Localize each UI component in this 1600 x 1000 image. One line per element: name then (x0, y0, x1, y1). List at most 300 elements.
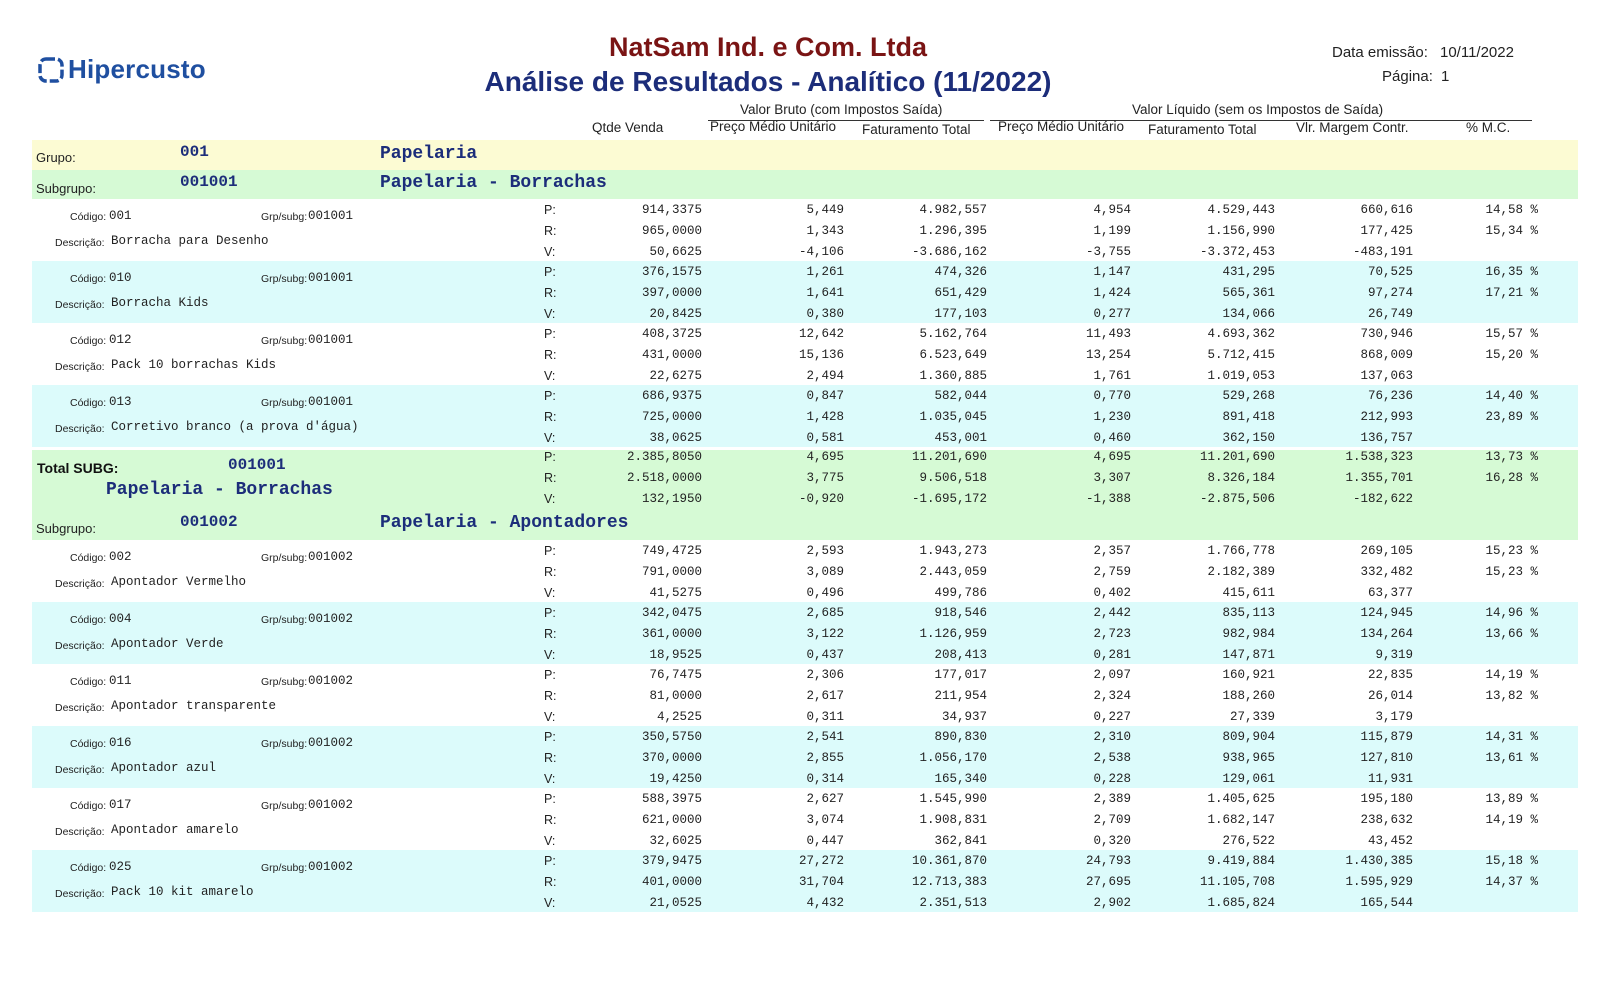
value-cell: 2,357 (1093, 544, 1131, 558)
code-label: Código: (70, 552, 107, 564)
emission-label: Data emissão: (1332, 44, 1428, 61)
value-cell: 97,274 (1367, 286, 1413, 300)
group-row (32, 140, 1578, 170)
row-label-v: V: (544, 648, 556, 662)
value-cell: 1,199 (1093, 224, 1131, 238)
subgroup-label: Subgrupo: (36, 521, 96, 536)
subgroup-row (32, 170, 1578, 199)
value-cell: 791,0000 (641, 565, 702, 579)
value-cell: 2,723 (1093, 627, 1131, 641)
row-label-p: P: (544, 730, 556, 744)
subgroup-name: Papelaria - Apontadores (380, 513, 629, 533)
product-description: Pack 10 kit amarelo (111, 885, 254, 899)
value-cell: 1.360,885 (919, 369, 987, 383)
value-cell: 499,786 (934, 586, 987, 600)
value-cell: 4,2525 (656, 710, 702, 724)
value-cell: 3,307 (1093, 471, 1131, 485)
code-label: Código: (70, 614, 107, 626)
value-cell: 15,136 (798, 348, 844, 362)
value-cell: 26,749 (1367, 307, 1413, 321)
value-cell: 1,343 (806, 224, 844, 238)
page-number: 1 (1441, 68, 1450, 85)
value-cell: 408,3725 (641, 327, 702, 341)
value-cell: 651,429 (934, 286, 987, 300)
value-cell: 4,695 (806, 450, 844, 464)
value-cell: 1,147 (1093, 265, 1131, 279)
value-cell: 16,35 % (1485, 265, 1538, 279)
value-cell: 0,277 (1093, 307, 1131, 321)
value-cell: 2,709 (1093, 813, 1131, 827)
product-grpsubg: 001002 (308, 798, 354, 812)
value-cell: 34,937 (941, 710, 987, 724)
group-code: 001 (180, 143, 209, 161)
code-label: Código: (70, 335, 107, 347)
value-cell: 76,7475 (649, 668, 702, 682)
value-cell: 2,541 (806, 730, 844, 744)
company-name: NatSam Ind. e Com. Ltda (608, 32, 928, 62)
value-cell: 2,442 (1093, 606, 1131, 620)
product-grpsubg: 001001 (308, 395, 354, 409)
value-cell: 332,482 (1360, 565, 1413, 579)
value-cell: 1,761 (1093, 369, 1131, 383)
value-cell: 3,074 (806, 813, 844, 827)
value-cell: 165,340 (934, 772, 987, 786)
value-cell: 1.035,045 (919, 410, 987, 424)
product-grpsubg: 001001 (308, 271, 354, 285)
product-code: 004 (109, 612, 132, 626)
value-cell: 177,017 (934, 668, 987, 682)
value-cell: 76,236 (1367, 389, 1413, 403)
value-cell: 27,339 (1229, 710, 1275, 724)
value-cell: 5,449 (806, 203, 844, 217)
value-cell: 1.355,701 (1345, 471, 1413, 485)
description-label: Descrição: (55, 237, 105, 249)
description-label: Descrição: (55, 764, 105, 776)
value-cell: 11.201,690 (1199, 450, 1275, 464)
value-cell: 19,4250 (649, 772, 702, 786)
value-cell: 431,0000 (641, 348, 702, 362)
value-cell: 23,89 % (1485, 410, 1538, 424)
value-cell: 431,295 (1222, 265, 1275, 279)
grpsubg-label: Grp/subg: (261, 273, 308, 285)
product-description: Apontador transparente (111, 699, 277, 713)
value-cell: 21,0525 (649, 896, 702, 910)
value-cell: 2,097 (1093, 668, 1131, 682)
value-cell: 14,31 % (1485, 730, 1538, 744)
value-cell: 43,452 (1367, 834, 1413, 848)
product-code: 010 (109, 271, 132, 285)
total-subg-label: Total SUBG: (37, 460, 119, 476)
value-cell: 14,96 % (1485, 606, 1538, 620)
group-name: Papelaria (380, 144, 478, 164)
value-cell: 27,695 (1085, 875, 1131, 889)
grpsubg-label: Grp/subg: (261, 397, 308, 409)
header-qtde-venda: Qtde Venda (592, 120, 664, 135)
value-cell: 4.982,557 (919, 203, 987, 217)
value-cell: 868,009 (1360, 348, 1413, 362)
value-cell: 13,82 % (1485, 689, 1538, 703)
row-label-v: V: (544, 307, 556, 321)
description-label: Descrição: (55, 361, 105, 373)
value-cell: 13,61 % (1485, 751, 1538, 765)
value-cell: 1,261 (806, 265, 844, 279)
value-cell: 1.296,395 (919, 224, 987, 238)
value-cell: 13,89 % (1485, 792, 1538, 806)
subgroup-code: 001002 (180, 513, 238, 531)
value-cell: 686,9375 (641, 389, 702, 403)
value-cell: 38,0625 (649, 431, 702, 445)
value-cell: 725,0000 (641, 410, 702, 424)
value-cell: 965,0000 (641, 224, 702, 238)
value-cell: 15,23 % (1485, 544, 1538, 558)
value-cell: 2,855 (806, 751, 844, 765)
value-cell: -1,388 (1085, 492, 1131, 506)
value-cell: 22,6275 (649, 369, 702, 383)
value-cell: 1.126,959 (919, 627, 987, 641)
row-label-r: R: (544, 565, 557, 579)
value-cell: 129,061 (1222, 772, 1275, 786)
row-label-v: V: (544, 772, 556, 786)
product-code: 017 (109, 798, 132, 812)
value-cell: 890,830 (934, 730, 987, 744)
value-cell: 11,931 (1367, 772, 1413, 786)
value-cell: 212,993 (1360, 410, 1413, 424)
code-label: Código: (70, 273, 107, 285)
value-cell: 3,179 (1375, 710, 1413, 724)
value-cell: 8.326,184 (1207, 471, 1275, 485)
value-cell: 12,642 (798, 327, 844, 341)
value-cell: -3.372,453 (1199, 245, 1275, 259)
row-label-r: R: (544, 286, 557, 300)
value-cell: 18,9525 (649, 648, 702, 662)
logo-text: Hipercusto (68, 54, 206, 84)
value-cell: 914,3375 (641, 203, 702, 217)
page-label: Página: (1382, 68, 1433, 85)
row-label-p: P: (544, 544, 556, 558)
value-cell: 660,616 (1360, 203, 1413, 217)
value-cell: 13,254 (1085, 348, 1131, 362)
value-cell: 4.693,362 (1207, 327, 1275, 341)
value-cell: 9.506,518 (919, 471, 987, 485)
value-cell: 10.361,870 (911, 854, 987, 868)
row-label-r: R: (544, 224, 557, 238)
value-cell: 4,954 (1093, 203, 1131, 217)
value-cell: -2.875,506 (1199, 492, 1275, 506)
value-cell: 17,21 % (1485, 286, 1538, 300)
description-label: Descrição: (55, 826, 105, 838)
value-cell: 361,0000 (641, 627, 702, 641)
value-cell: 2.518,0000 (626, 471, 702, 485)
product-grpsubg: 001002 (308, 612, 354, 626)
value-cell: 15,18 % (1485, 854, 1538, 868)
product-description: Borracha para Desenho (111, 234, 269, 248)
value-cell: 0,320 (1093, 834, 1131, 848)
product-code: 013 (109, 395, 132, 409)
description-label: Descrição: (55, 299, 105, 311)
report-title: Análise de Resultados - Analítico (11/2022) (484, 66, 1052, 97)
value-cell: 26,014 (1367, 689, 1413, 703)
value-cell: 1.405,625 (1207, 792, 1275, 806)
value-cell: 208,413 (934, 648, 987, 662)
row-label-v: V: (544, 492, 556, 506)
value-cell: 730,946 (1360, 327, 1413, 341)
value-cell: 134,066 (1222, 307, 1275, 321)
total-subg-code: 001001 (228, 456, 286, 474)
value-cell: 70,525 (1367, 265, 1413, 279)
code-label: Código: (70, 397, 107, 409)
row-label-v: V: (544, 710, 556, 724)
value-cell: 2.443,059 (919, 565, 987, 579)
header-fat-bruto: Faturamento Total (862, 122, 971, 137)
value-cell: 415,611 (1222, 586, 1275, 600)
subgroup-label: Subgrupo: (36, 181, 96, 196)
value-cell: 1.685,824 (1207, 896, 1275, 910)
value-cell: 982,984 (1222, 627, 1275, 641)
row-label-r: R: (544, 689, 557, 703)
product-grpsubg: 001001 (308, 209, 354, 223)
value-cell: -3.686,162 (911, 245, 987, 259)
value-cell: 474,326 (934, 265, 987, 279)
row-label-p: P: (544, 389, 556, 403)
row-label-r: R: (544, 627, 557, 641)
row-label-r: R: (544, 471, 557, 485)
value-cell: 2,617 (806, 689, 844, 703)
value-cell: 5.162,764 (919, 327, 987, 341)
value-cell: 362,841 (934, 834, 987, 848)
value-cell: 24,793 (1085, 854, 1131, 868)
header-pmu-bruto: Preço Médio Unitário (710, 119, 837, 134)
value-cell: 177,425 (1360, 224, 1413, 238)
grpsubg-label: Grp/subg: (261, 800, 308, 812)
row-label-r: R: (544, 348, 557, 362)
row-label-r: R: (544, 813, 557, 827)
row-label-v: V: (544, 431, 556, 445)
product-row (32, 726, 1578, 788)
row-label-v: V: (544, 896, 556, 910)
value-cell: -4,106 (798, 245, 844, 259)
header-pmu-liquido: Preço Médio Unitário (998, 119, 1125, 134)
row-label-v: V: (544, 834, 556, 848)
value-cell: 0,380 (806, 307, 844, 321)
product-code: 002 (109, 550, 132, 564)
code-label: Código: (70, 211, 107, 223)
product-code: 016 (109, 736, 132, 750)
value-cell: -1.695,172 (911, 492, 987, 506)
value-cell: -483,191 (1352, 245, 1413, 259)
value-cell: 2.351,513 (919, 896, 987, 910)
product-row (32, 850, 1578, 912)
product-grpsubg: 001002 (308, 860, 354, 874)
value-cell: 81,0000 (649, 689, 702, 703)
value-cell: 0,447 (806, 834, 844, 848)
product-row (32, 664, 1578, 726)
header-mc: % M.C. (1466, 120, 1511, 135)
value-cell: 1.595,929 (1345, 875, 1413, 889)
value-cell: 165,544 (1360, 896, 1413, 910)
product-row (32, 602, 1578, 664)
row-label-p: P: (544, 450, 556, 464)
value-cell: 0,581 (806, 431, 844, 445)
value-cell: 2,627 (806, 792, 844, 806)
value-cell: 27,272 (798, 854, 844, 868)
value-cell: 2,324 (1093, 689, 1131, 703)
value-cell: 0,496 (806, 586, 844, 600)
value-cell: 582,044 (934, 389, 987, 403)
value-cell: 376,1575 (641, 265, 702, 279)
description-label: Descrição: (55, 702, 105, 714)
value-cell: 20,8425 (649, 307, 702, 321)
row-label-v: V: (544, 586, 556, 600)
product-row (32, 385, 1578, 447)
value-cell: 115,879 (1360, 730, 1413, 744)
value-cell: 0,402 (1093, 586, 1131, 600)
row-label-r: R: (544, 410, 557, 424)
value-cell: 14,37 % (1485, 875, 1538, 889)
grpsubg-label: Grp/subg: (261, 676, 308, 688)
value-cell: -3,755 (1085, 245, 1131, 259)
value-cell: 14,40 % (1485, 389, 1538, 403)
value-cell: 453,001 (934, 431, 987, 445)
header-valor-liquido: Valor Líquido (sem os Impostos de Saída) (1132, 102, 1384, 117)
value-cell: 749,4725 (641, 544, 702, 558)
value-cell: 0,847 (806, 389, 844, 403)
value-cell: 9,319 (1375, 648, 1413, 662)
value-cell: 3,775 (806, 471, 844, 485)
emission-date: 10/11/2022 (1440, 44, 1514, 61)
value-cell: 15,57 % (1485, 327, 1538, 341)
value-cell: 401,0000 (641, 875, 702, 889)
value-cell: 188,260 (1222, 689, 1275, 703)
value-cell: 370,0000 (641, 751, 702, 765)
value-cell: 132,1950 (641, 492, 702, 506)
product-description: Apontador amarelo (111, 823, 239, 837)
value-cell: 938,965 (1222, 751, 1275, 765)
value-cell: 809,904 (1222, 730, 1275, 744)
code-label: Código: (70, 738, 107, 750)
value-cell: 350,5750 (641, 730, 702, 744)
value-cell: 15,34 % (1485, 224, 1538, 238)
product-grpsubg: 001002 (308, 550, 354, 564)
header-margem: Vlr. Margem Contr. (1296, 120, 1409, 135)
value-cell: 891,418 (1222, 410, 1275, 424)
row-label-v: V: (544, 245, 556, 259)
value-cell: 2,538 (1093, 751, 1131, 765)
description-label: Descrição: (55, 640, 105, 652)
value-cell: 32,6025 (649, 834, 702, 848)
subgroup-code: 001001 (180, 173, 238, 191)
product-row (32, 199, 1578, 261)
value-cell: 31,704 (798, 875, 844, 889)
value-cell: 147,871 (1222, 648, 1275, 662)
subgroup-total-block (32, 450, 1578, 510)
row-label-r: R: (544, 751, 557, 765)
product-description: Borracha Kids (111, 296, 209, 310)
product-description: Pack 10 borrachas Kids (111, 358, 277, 372)
value-cell: 397,0000 (641, 286, 702, 300)
value-cell: 0,437 (806, 648, 844, 662)
product-row (32, 323, 1578, 385)
value-cell: 127,810 (1360, 751, 1413, 765)
group-label: Grupo: (36, 150, 76, 165)
value-cell: 63,377 (1367, 586, 1413, 600)
value-cell: 2.385,8050 (626, 450, 702, 464)
value-cell: 2,759 (1093, 565, 1131, 579)
grpsubg-label: Grp/subg: (261, 211, 308, 223)
value-cell: 1,641 (806, 286, 844, 300)
value-cell: 1.430,385 (1345, 854, 1413, 868)
value-cell: 13,73 % (1485, 450, 1538, 464)
value-cell: 588,3975 (641, 792, 702, 806)
value-cell: 1.545,990 (919, 792, 987, 806)
row-label-p: P: (544, 668, 556, 682)
subgroup-name: Papelaria - Borrachas (380, 173, 607, 193)
value-cell: 160,921 (1222, 668, 1275, 682)
product-description: Corretivo branco (a prova d'água) (111, 420, 359, 434)
value-cell: 211,954 (934, 689, 987, 703)
value-cell: 362,150 (1222, 431, 1275, 445)
value-cell: 14,19 % (1485, 668, 1538, 682)
value-cell: 22,835 (1367, 668, 1413, 682)
grpsubg-label: Grp/subg: (261, 862, 308, 874)
value-cell: 11,493 (1085, 327, 1131, 341)
row-label-p: P: (544, 327, 556, 341)
value-cell: 9.419,884 (1207, 854, 1275, 868)
value-cell: 4,695 (1093, 450, 1131, 464)
product-code: 011 (109, 674, 132, 688)
code-label: Código: (70, 676, 107, 688)
value-cell: 14,58 % (1485, 203, 1538, 217)
row-label-p: P: (544, 854, 556, 868)
header-fat-liquido: Faturamento Total (1148, 122, 1257, 137)
value-cell: 1,230 (1093, 410, 1131, 424)
value-cell: 0,227 (1093, 710, 1131, 724)
grpsubg-label: Grp/subg: (261, 335, 308, 347)
grpsubg-label: Grp/subg: (261, 614, 308, 626)
row-label-p: P: (544, 606, 556, 620)
grpsubg-label: Grp/subg: (261, 552, 308, 564)
value-cell: 1.019,053 (1207, 369, 1275, 383)
value-cell: 3,089 (806, 565, 844, 579)
product-row (32, 540, 1578, 602)
product-code: 001 (109, 209, 132, 223)
product-description: Apontador Vermelho (111, 575, 247, 589)
value-cell: 0,281 (1093, 648, 1131, 662)
row-label-p: P: (544, 792, 556, 806)
value-cell: 2.182,389 (1207, 565, 1275, 579)
value-cell: 2,389 (1093, 792, 1131, 806)
value-cell: 134,264 (1360, 627, 1413, 641)
value-cell: 2,494 (806, 369, 844, 383)
value-cell: -182,622 (1352, 492, 1413, 506)
product-description: Apontador azul (111, 761, 217, 775)
product-row (32, 788, 1578, 850)
value-cell: 15,20 % (1485, 348, 1538, 362)
value-cell: 14,19 % (1485, 813, 1538, 827)
value-cell: -0,920 (798, 492, 844, 506)
value-cell: 1,424 (1093, 286, 1131, 300)
product-code: 012 (109, 333, 132, 347)
product-row (32, 261, 1578, 323)
total-subg-name: Papelaria - Borrachas (106, 480, 333, 500)
row-label-r: R: (544, 875, 557, 889)
description-label: Descrição: (55, 888, 105, 900)
value-cell: 50,6625 (649, 245, 702, 259)
value-cell: 1,428 (806, 410, 844, 424)
value-cell: 15,23 % (1485, 565, 1538, 579)
value-cell: 621,0000 (641, 813, 702, 827)
value-cell: 0,314 (806, 772, 844, 786)
value-cell: 918,546 (934, 606, 987, 620)
